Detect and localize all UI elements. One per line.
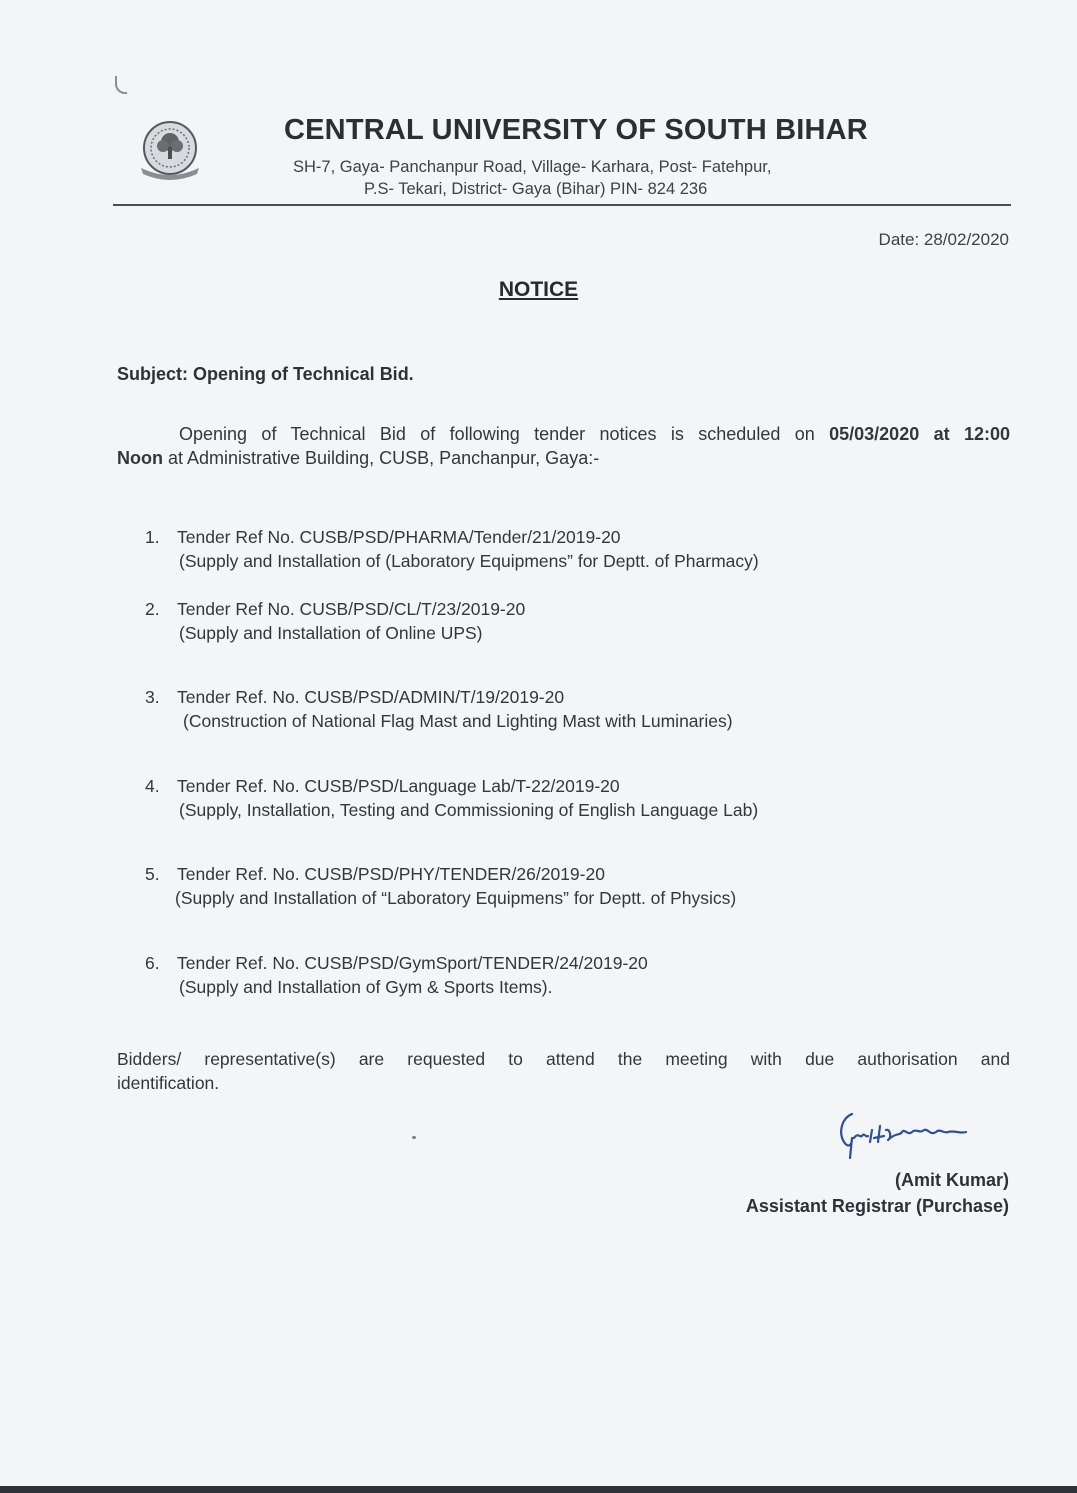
subject-line: Subject: Opening of Technical Bid. [117,364,414,384]
header-divider [113,204,1011,206]
intro-text-b: at Administrative Building, CUSB, Panchanpur, Gaya:- [162,448,600,468]
notice-heading [0,278,1077,302]
tender-number: 1. [145,527,160,547]
tender-ref: Tender Ref. No. CUSB/PSD/ADMIN/T/19/2019-20 [177,687,565,707]
university-name: CENTRAL UNIVERSITY OF SOUTH BIHAR [284,114,868,146]
tender-item [145,862,736,910]
signatory-name: (Amit Kumar) [894,1170,1009,1190]
tender-number: 5. [145,864,160,884]
tender-item [145,951,648,999]
tender-item [145,597,525,645]
handwritten-signature [830,1108,1030,1168]
tender-item [145,685,733,733]
tender-ref: Tender Ref. No. CUSB/PSD/GymSport/TENDER/24/2019-20 [177,953,648,973]
tender-description: (Supply and Installation of (Laboratory Equipmens” for Deptt. of Pharmacy) [179,551,759,571]
tender-ref: Tender Ref. No. CUSB/PSD/PHY/TENDER/26/2019-20 [177,864,605,884]
scan-bottom-edge [0,1486,1077,1493]
tender-number: 2. [145,599,160,619]
university-logo-icon [137,118,203,184]
tender-ref: Tender Ref No. CUSB/PSD/PHARMA/Tender/21/2019-20 [177,527,621,547]
address-line-2: P.S- Tekari, District- Gaya (Bihar) PIN- 824 236 [364,180,708,198]
tender-item [145,525,759,573]
tender-description: (Supply and Installation of “Laboratory Equipmens” for Deptt. of Physics) [175,888,737,908]
intro-noon: Noon [117,448,163,468]
tender-number: 4. [145,776,160,796]
closing-line-1: Bidders/ representative(s) are requested to attend the meeting with due authorisation and [117,1049,1010,1069]
intro-paragraph [117,422,1010,470]
tender-description: (Construction of National Flag Mast and Lighting Mast with Luminaries) [183,711,733,731]
intro-line-2 [117,448,599,468]
tender-description: (Supply and Installation of Online UPS) [179,623,483,643]
tender-number: 6. [145,953,160,973]
tender-item [145,774,758,822]
closing-line-2: identification. [117,1073,220,1093]
scan-speck [412,1136,416,1139]
tender-description: (Supply and Installation of Gym & Sports Items). [179,977,553,997]
tender-description: (Supply, Installation, Testing and Commissioning of English Language Lab) [179,800,759,820]
address-line-1: SH-7, Gaya- Panchanpur Road, Village- Karhara, Post- Fatehpur, [293,158,772,176]
tender-number: 3. [145,687,160,707]
notice-date: Date: 28/02/2020 [878,230,1009,249]
intro-datetime: 05/03/2020 at 12:00 [829,424,1011,444]
signatory-title: Assistant Registrar (Purchase) [745,1196,1009,1216]
closing-paragraph [117,1047,1010,1095]
tender-ref: Tender Ref No. CUSB/PSD/CL/T/23/2019-20 [177,599,526,619]
intro-text-a: Opening of Technical Bid of following tender notices is scheduled on [179,424,830,444]
notice-title: NOTICE [498,278,579,301]
scan-mark [115,76,127,94]
tender-ref: Tender Ref. No. CUSB/PSD/Language Lab/T-22/2019-20 [177,776,620,796]
intro-line-1 [117,422,1010,446]
